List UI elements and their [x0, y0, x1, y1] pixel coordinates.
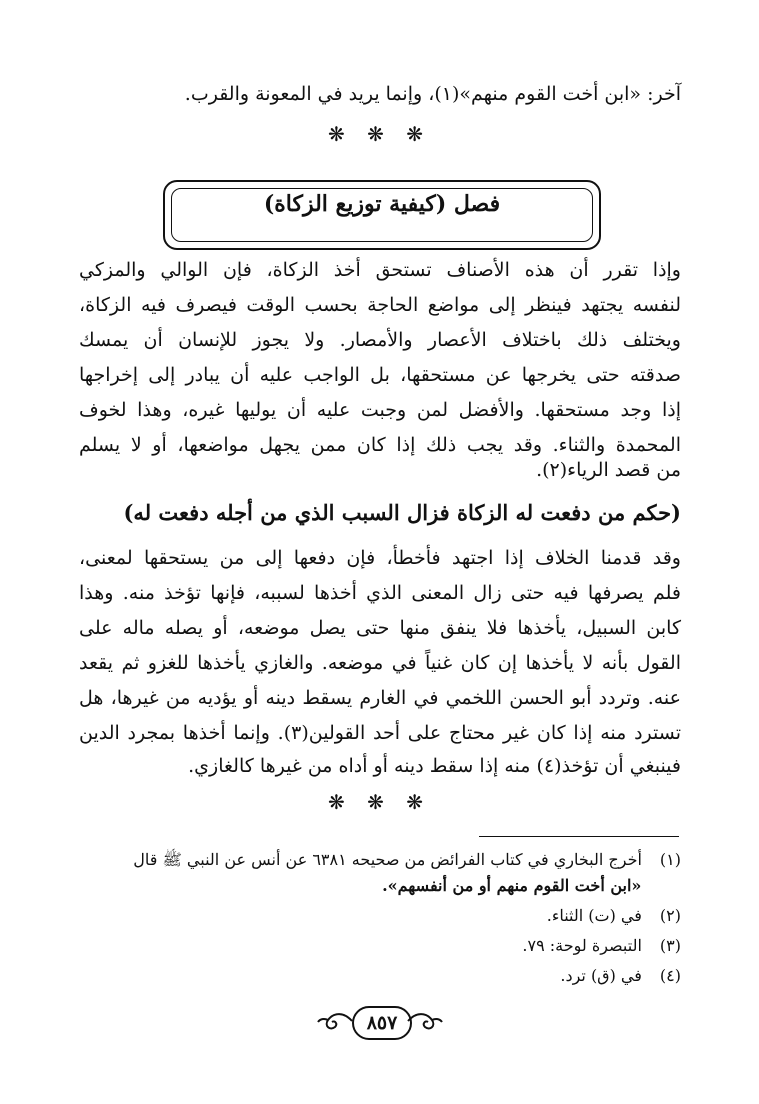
section-title-frame — [163, 180, 601, 250]
footnote-text: «ابن أخت القوم منهم أو من أنفسهم». — [382, 876, 642, 895]
footnote-number: (٣) — [659, 936, 681, 955]
footnote-item — [522, 932, 681, 960]
paragraph-line: القول بأنه لا يأخذها إن كان غنياً في موضعه. والغازي يأخذها للغزو ثم يقعد — [79, 652, 681, 674]
paragraph-line: إذا وجد مستحقها. والأفضل لمن وجبت عليه أن يوليها غيره، وهذا لخوف — [79, 399, 681, 421]
footnote-number: (٤) — [659, 966, 681, 985]
footnote-text: التبصرة لوحة: ٧٩. — [522, 936, 642, 955]
paragraph-line: من قصد الرياء(٢). — [536, 459, 681, 481]
footnote-number: (١) — [659, 850, 681, 869]
footnote-number: (٢) — [659, 906, 681, 925]
paragraph-line: عنه. وتردد أبو الحسن اللخمي في الغارم يسقط دينه أو يؤديه من غيرها، هل — [79, 687, 681, 709]
footnote-item — [133, 846, 681, 874]
footnote-text: في (ت) الثناء. — [546, 906, 642, 925]
footnote-item — [560, 962, 681, 990]
divider-stars-top: ❋ ❋ ❋ — [328, 122, 431, 146]
paragraph-line: فينبغي أن تؤخذ(٤) منه إذا سقط دينه أو أداه من غيرها كالغازي. — [188, 755, 681, 777]
footnote-text: في (ق) ترد. — [560, 966, 642, 985]
section-title: فصل (كيفية توزيع الزكاة) — [263, 191, 501, 217]
subsection-heading: (حكم من دفعت له الزكاة فزال السبب الذي من أجله دفعت له) — [123, 500, 681, 525]
paragraph-line: وقد قدمنا الخلاف إذا اجتهد فأخطأ، فإن دفعها إلى من يستحقها لمعنى، — [79, 547, 681, 569]
paragraph-line: لنفسه يجتهد فينظر إلى مواضع الحاجة بحسب الوقت فيصرف فيه الزكاة، — [79, 294, 681, 316]
paragraph-line: كابن السبيل، يأخذها فلا ينفق منها حتى يصل موضعه، أو يصله ماله على — [79, 617, 681, 639]
footnote-text: أخرج البخاري في كتاب الفرائض من صحيحه ٦٣٨١ عن أنس عن النبي ﷺ قال — [133, 850, 642, 869]
page-number: ٨٥٧ — [352, 1006, 412, 1040]
paragraph-line: المحمدة والثناء. وقد يجب ذلك إذا كان ممن يجهل مواضعها، أو لا يسلم — [79, 434, 681, 456]
paragraph-line: فلم يصرفها فيه حتى زال المعنى الذي أخذها لسببه، فإنها تؤخذ منه. وهذا — [79, 582, 681, 604]
footnote-separator — [479, 836, 679, 837]
paragraph-line: وإذا تقرر أن هذه الأصناف تستحق أخذ الزكاة، فإن الوالي والمزكي — [79, 259, 681, 281]
paragraph-line: ويختلف ذلك باختلاف الأعصار والأمصار. ولا يجوز للإنسان أن يمسك — [79, 329, 681, 351]
divider-stars-bottom: ❋ ❋ ❋ — [328, 790, 431, 814]
page-number-ornament — [316, 1000, 444, 1044]
top-line: آخر: «ابن أخت القوم منهم»(١)، وإنما يريد في المعونة والقرب. — [184, 83, 681, 105]
paragraph-line: صدقته حتى يخرجها عن مستحقها، بل الواجب عليه أن يبادر إلى إخراجها — [79, 364, 681, 386]
paragraph-line: تسترد منه إذا كان غير محتاج على أحد القولين(٣). وإنما أخذها بمجرد الدين — [79, 722, 681, 744]
footnote-item — [382, 872, 681, 900]
footnote-item — [547, 902, 681, 930]
